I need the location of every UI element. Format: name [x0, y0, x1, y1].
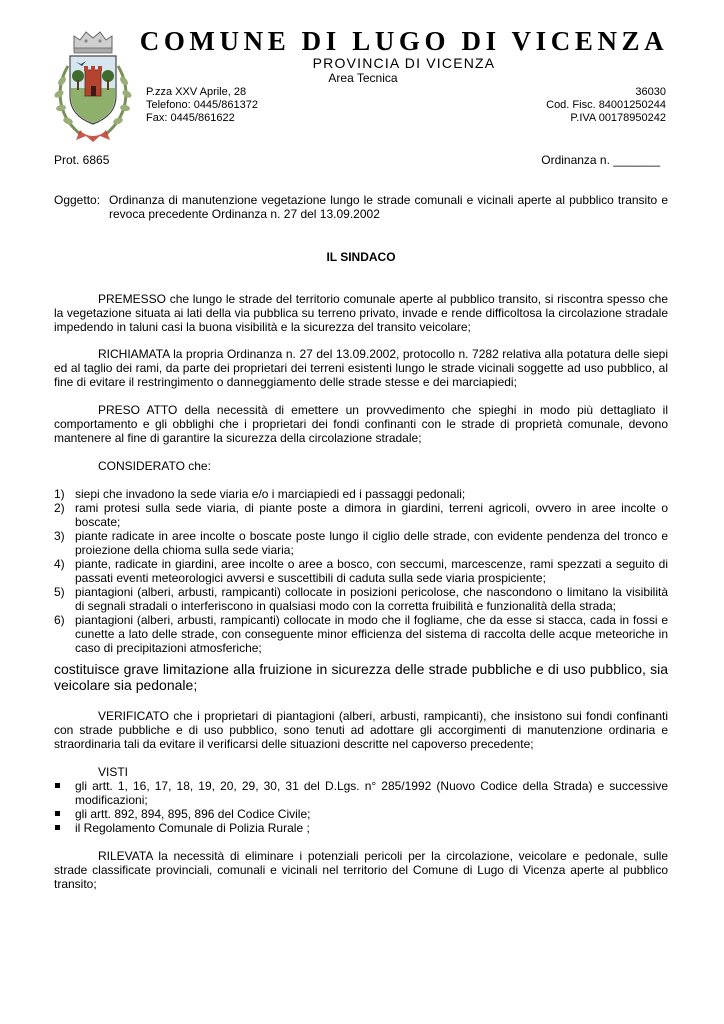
fax-number: Fax: 0445/861622: [146, 112, 235, 124]
list-item: 4) piante, radicate in giardini, aree incolte o aree a bosco, con seccumi, marcescenze, rami spezzati a seguito di passati eventi meteorologici avversi e suscettibili di caduta sulla sede viaria prospiciente;: [54, 557, 668, 585]
list-item: 3) piante radicate in aree incolte o boscate poste lungo il ciglio delle strade, con evidente pendenza del tronco e proiezione della chioma sulla sede viaria;: [54, 529, 668, 557]
fiscal-code: Cod. Fisc. 84001250244: [546, 99, 666, 111]
paragraph-costituisce: costituisce grave limitazione alla fruizione in sicurezza delle strade pubbliche e di uso pubblico, sia veicolare sia pedonale;: [54, 661, 668, 693]
list-item: 1) siepi che invadono la sede viaria e/o i marciapiedi ed i passaggi pedonali;: [54, 487, 466, 501]
considerato-list: [54, 487, 668, 655]
vat-number: P.IVA 00178950242: [570, 112, 666, 124]
subject-text: Ordinanza di manutenzione vegetazione lungo le strade comunali e vicinali aperte al pubblico transito e revoca precedente Ordinanza n. 27 del 13.09.2002: [109, 193, 668, 221]
ordinance-number: Ordinanza n. _______: [541, 153, 660, 167]
paragraph-visti: VISTI: [98, 765, 129, 779]
bullet-icon: [55, 825, 60, 830]
list-item: gli artt. 1, 16, 17, 18, 19, 20, 29, 30, 31 del D.Lgs. n° 285/1992 (Nuovo Codice della Strada) e successive modificazioni;: [54, 779, 668, 807]
address-block-right: [546, 86, 666, 125]
municipal-crest: [50, 26, 136, 148]
phone-number: Telefono: 0445/861372: [146, 99, 258, 111]
list-item: 2) rami protesi sulla sede viaria, di piante poste a dimora in giardini, terreni agricoli, ovvero in aree incolte o boscate;: [54, 501, 668, 529]
province-name: PROVINCIA DI VICENZA: [312, 55, 496, 71]
subject-block: [54, 193, 668, 221]
subject-label: Oggetto:: [54, 193, 101, 207]
address-street: P.zza XXV Aprile, 28: [146, 86, 247, 98]
visti-list: [54, 779, 668, 835]
list-item: 5) piantagioni (alberi, arbusti, rampicanti) collocate in posizioni pericolose, che nascondono o limitano la visibilità di segnali stradali o interferiscono in qualsiasi modo con la corretta fruibilità e funzionalità della strada;: [54, 585, 668, 613]
paragraph-rilevata: RILEVATA la necessità di eliminare i potenziali pericoli per la circolazione, veicolare e pedonale, sulle strade classificate provinciali, comunali e vicinali nel territorio del Comune di Lugo di Vicenza aperte al pubblico transito;: [54, 849, 668, 891]
paragraph-verificato: VERIFICATO che i proprietari di piantagioni (alberi, arbusti, rampicanti), che insistono sui fondi confinanti con strade pubbliche e di uso pubblico, sono tenuti ad adottare gli accorgimenti di manutenzione ordinaria e straordinaria tali da evitare il verificarsi delle situazioni descritte nel capoverso precedente;: [54, 709, 668, 751]
department-name: Area Tecnica: [328, 71, 398, 85]
list-item: 6) piantagioni (alberi, arbusti, rampicanti) collocate in modo che il fogliame, che da esse si stacca, cada in fossi e cunette a lato delle strade, con conseguente minor efficienza del sistema di raccolta delle acque meteoriche in caso di precipitazioni atmosferiche;: [54, 613, 668, 655]
municipality-title: COMUNE DI LUGO DI VICENZA: [139, 26, 669, 56]
paragraph-premesso: PREMESSO che lungo le strade del territorio comunale aperte al pubblico transito, si riscontra spesso che la vegetazione situata ai lati della via pubblica su terreno privato, invade e rende difficoltosa la circolazione stradale impedendo in taluni casi la buona visibilità e la sicurezza del transito veicolare;: [54, 292, 668, 334]
postal-code: 36030: [635, 86, 666, 98]
paragraph-richiamata: RICHIAMATA la propria Ordinanza n. 27 del 13.09.2002, protocollo n. 7282 relativa alla potatura delle siepi ed al taglio dei rami, da parte dei proprietari dei terreni esistenti lungo le strade vicinali soggette ad uso pubblico, al fine di evitare il restringimento o danneggiamento delle strade stesse e dei marciapiedi;: [54, 347, 668, 389]
list-item: il Regolamento Comunale di Polizia Rurale ;: [54, 821, 668, 835]
mayor-heading: IL SINDACO: [326, 250, 396, 264]
bullet-icon: [55, 811, 60, 816]
paragraph-considerato: CONSIDERATO che:: [98, 459, 211, 473]
list-item: gli artt. 892, 894, 895, 896 del Codice Civile;: [54, 807, 668, 821]
protocol-number: Prot. 6865: [54, 153, 110, 167]
bullet-icon: [55, 783, 60, 788]
paragraph-preso-atto: PRESO ATTO della necessità di emettere un provvedimento che spieghi in modo più dettagliato il comportamento e gli obblighi che i proprietari dei fondi confinanti con le strade di proprietà comunale, devono mantenere al fine di garantire la sicurezza della circolazione stradale;: [54, 403, 668, 445]
address-block-left: [146, 86, 258, 125]
